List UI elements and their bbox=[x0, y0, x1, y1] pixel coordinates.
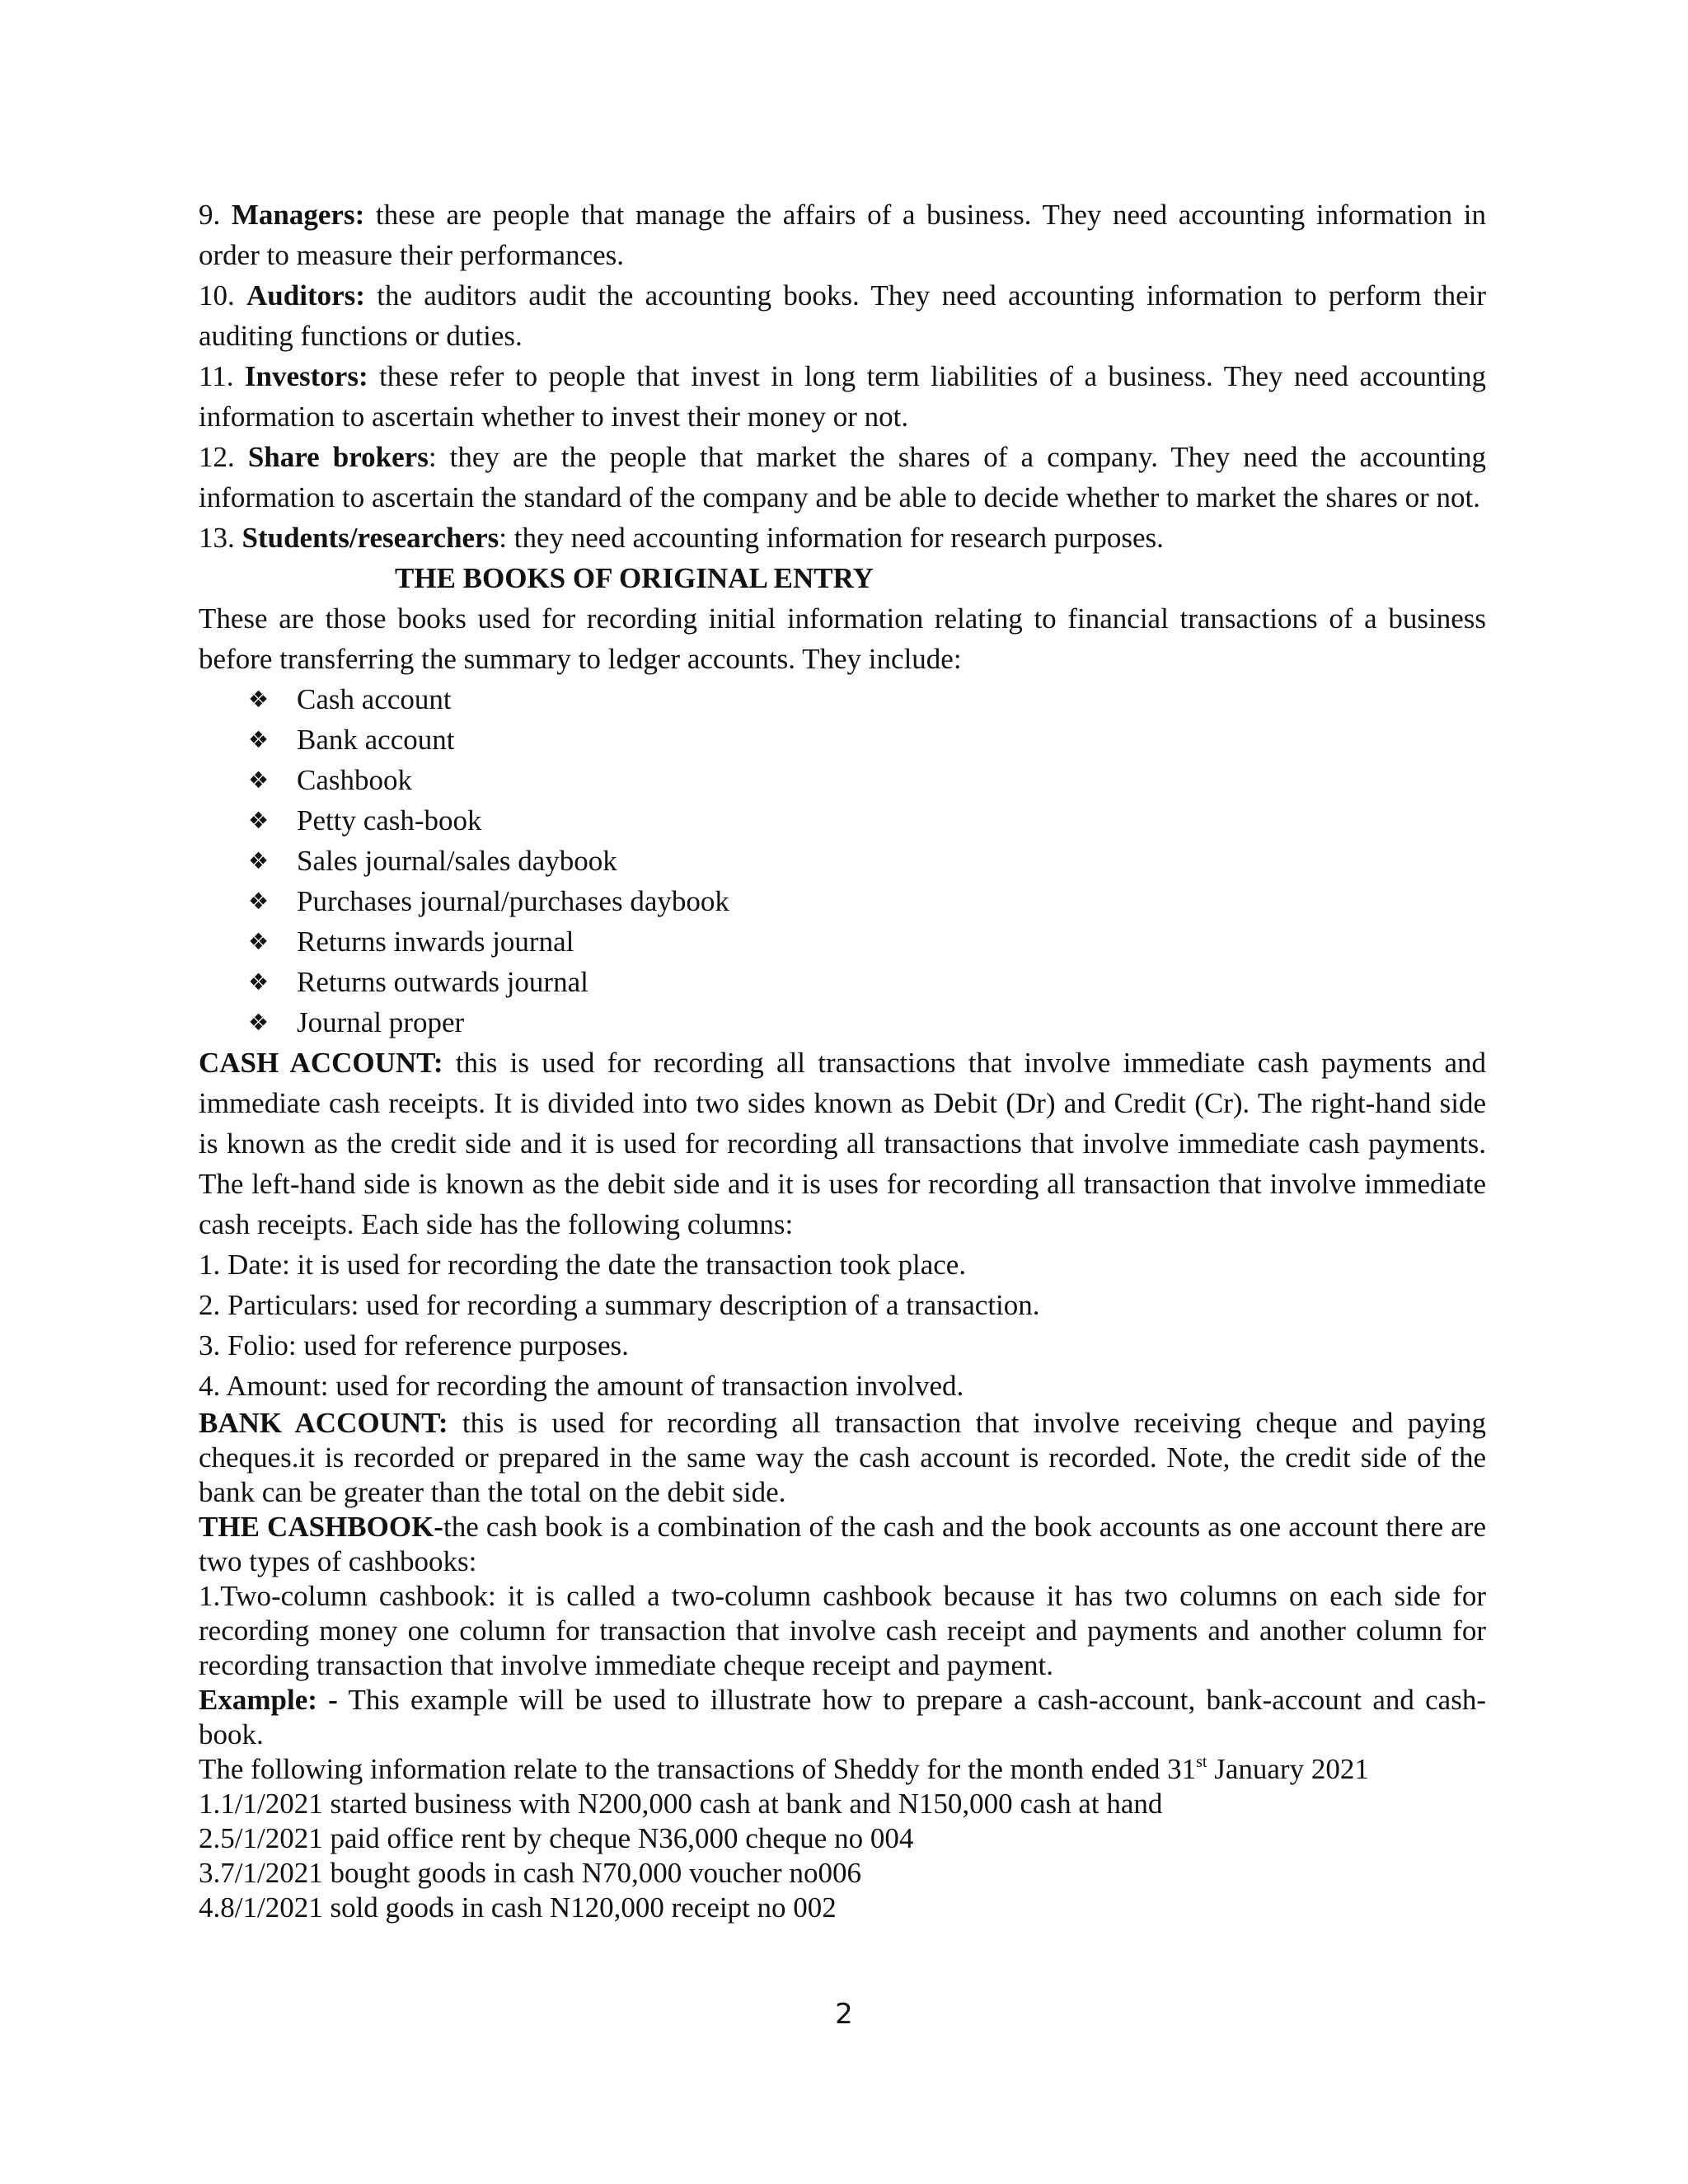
section-heading-books: THE BOOKS OF ORIGINAL ENTRY bbox=[395, 562, 874, 594]
list-item: ❖ Returns outwards journal bbox=[199, 962, 1486, 1002]
term-auditors: Auditors: bbox=[246, 279, 365, 312]
term-example: Example: - bbox=[199, 1684, 338, 1716]
list-item: ❖ Petty cash-book bbox=[199, 800, 1486, 841]
column-item-date: 1. Date: it is used for recording the date the transaction took place. bbox=[199, 1249, 967, 1281]
diamond-bullet-icon: ❖ bbox=[248, 847, 270, 874]
column-item-folio: 3. Folio: used for reference purposes. bbox=[199, 1329, 629, 1361]
transaction-line: 2.5/1/2021 paid office rent by cheque N36,000 cheque no 004 bbox=[199, 1822, 914, 1854]
diamond-bullet-icon: ❖ bbox=[248, 766, 270, 794]
diamond-bullet-icon: ❖ bbox=[248, 726, 270, 753]
user-item-investors: 11. Investors: these refer to people that invest in long term liabilities of a business. They need accounting information to ascertain whether to invest their money or not. bbox=[199, 360, 1487, 433]
user-item-auditors: 10. Auditors: the auditors audit the accounting books. They need accounting information to perform their auditing functions or duties. bbox=[199, 279, 1486, 352]
diamond-bullet-icon: ❖ bbox=[248, 888, 270, 915]
list-item: ❖ Cash account bbox=[199, 679, 1486, 719]
diamond-bullet-icon: ❖ bbox=[248, 807, 270, 834]
list-item: ❖ Returns inwards journal bbox=[199, 921, 1486, 962]
list-item: ❖ Bank account bbox=[199, 719, 1486, 760]
diamond-bullet-icon: ❖ bbox=[248, 928, 270, 955]
diamond-bullet-icon: ❖ bbox=[248, 1009, 270, 1036]
list-item: ❖ Purchases journal/purchases daybook bbox=[199, 881, 1486, 921]
user-item-students: 13. Students/researchers: they need accounting information for research purposes. bbox=[199, 522, 1164, 554]
term-share-brokers: Share brokers bbox=[247, 441, 429, 473]
page-content bbox=[199, 194, 1486, 1925]
transaction-line: 3.7/1/2021 bought goods in cash N70,000 voucher no006 bbox=[199, 1857, 861, 1889]
term-students: Students/researchers bbox=[241, 522, 499, 554]
diamond-bullet-icon: ❖ bbox=[248, 968, 270, 996]
term-cashbook: THE CASHBOOK- bbox=[199, 1511, 443, 1543]
cashbook-paragraph: THE CASHBOOK-the cash book is a combination of the cash and the book accounts as one account there are two types of cashbooks: bbox=[199, 1511, 1486, 1577]
term-bank-account: BANK ACCOUNT: bbox=[199, 1407, 448, 1439]
term-cash-account: CASH ACCOUNT: bbox=[199, 1047, 443, 1079]
transaction-line: 1.1/1/2021 started business with N200,000 cash at bank and N150,000 cash at hand bbox=[199, 1788, 1163, 1820]
bank-account-paragraph: BANK ACCOUNT: this is used for recording all transaction that involve receiving cheque and paying cheques.it is recorded or prepared in the same way the cash account is recorded. Note, the credit side of the bank can be greater than the total on the debit side. bbox=[199, 1407, 1486, 1508]
user-item-managers: 9. Managers: these are people that manage the affairs of a business. They need accounting information in order to measure their performances. bbox=[199, 199, 1486, 271]
list-item: ❖ Cashbook bbox=[199, 760, 1486, 800]
column-item-amount: 4. Amount: used for recording the amount of transaction involved. bbox=[199, 1370, 964, 1402]
transaction-line: 4.8/1/2021 sold goods in cash N120,000 receipt no 002 bbox=[199, 1891, 837, 1924]
transactions-intro: The following information relate to the transactions of Sheddy for the month ended 31st January 2021 bbox=[199, 1753, 1369, 1785]
user-item-share-brokers: 12. Share brokers: they are the people that market the shares of a company. They need the accounting information to ascertain the standard of the company and be able to decide whether to market the shares or not. bbox=[199, 441, 1486, 513]
list-item: ❖ Sales journal/sales daybook bbox=[199, 841, 1486, 881]
example-paragraph: Example: - This example will be used to illustrate how to prepare a cash-account, bank-account and cash-book. bbox=[199, 1684, 1486, 1750]
page-number: 2 bbox=[835, 1998, 853, 2031]
list-item: ❖ Journal proper bbox=[199, 1002, 1486, 1043]
cash-account-paragraph: CASH ACCOUNT: this is used for recording all transactions that involve immediate cash payments and immediate cash receipts. It is divided into two sides known as Debit (Dr) and Credit (Cr). The right-hand side is known as the credit side and it is used for recording all transactions that involve immediate cash payments. The left-hand side is known as the debit side and it is uses for recording all transaction that involve immediate cash receipts. Each side has the following columns: bbox=[199, 1047, 1486, 1240]
books-intro: These are those books used for recording initial information relating to financial transactions of a business before transferring the summary to ledger accounts. They include: bbox=[199, 602, 1486, 675]
ordinal-suffix: st bbox=[1196, 1753, 1207, 1771]
diamond-bullet-icon: ❖ bbox=[248, 686, 270, 713]
books-list bbox=[199, 679, 1486, 1043]
column-item-particulars: 2. Particulars: used for recording a summary description of a transaction. bbox=[199, 1289, 1040, 1321]
term-managers: Managers: bbox=[231, 199, 365, 231]
term-investors: Investors: bbox=[244, 360, 368, 392]
two-column-cashbook-paragraph: 1.Two-column cashbook: it is called a two-column cashbook because it has two columns on each side for recording money one column for transaction that involve cash receipt and payments and another column for recording transaction that involve immediate cheque receipt and payment. bbox=[199, 1580, 1486, 1681]
